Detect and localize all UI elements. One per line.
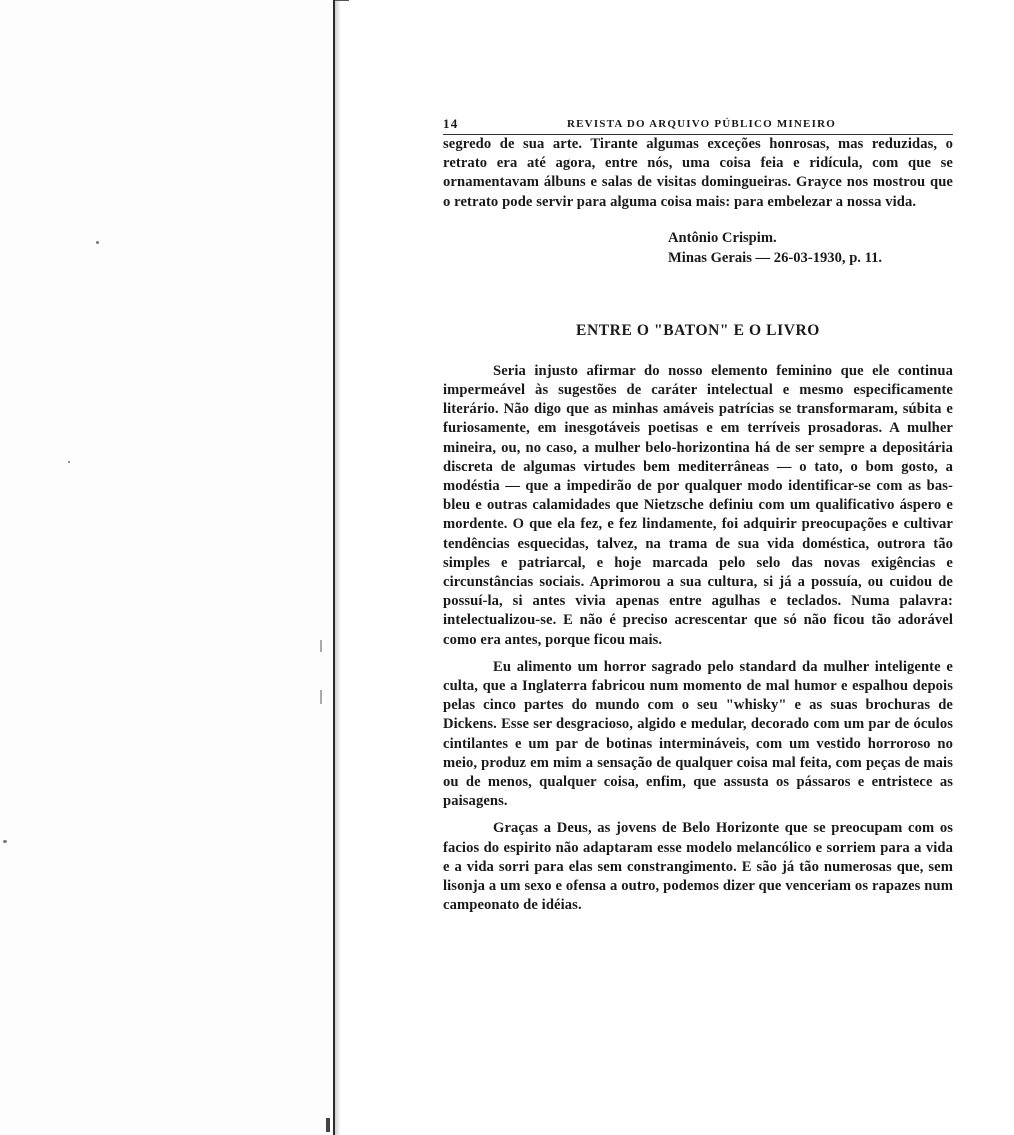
page-number: 14 bbox=[443, 116, 459, 131]
article-title: ENTRE O "BATON" E O LIVRO bbox=[576, 321, 820, 339]
paper-speck bbox=[320, 690, 322, 704]
journal-title: REVISTA DO ARQUIVO PÚBLICO MINEIRO bbox=[567, 118, 836, 130]
body-paragraph: Graças a Deus, as jovens de Belo Horizonte que se preocupam com os facios do espirito não adaptaram esse modelo melancólico e sorriem para a vida e a vida sorri para elas sem constrangimento. E são já tão numerosas que, sem lisonja a um sexo e ofensa a outro, podemos dizer que venceriam os rapazes num campeonato de idéias. bbox=[443, 820, 953, 914]
running-head bbox=[443, 112, 953, 135]
document-page bbox=[443, 112, 953, 916]
paper-speck bbox=[326, 1118, 330, 1132]
previous-article-text bbox=[443, 135, 953, 212]
source-citation: Minas Gerais — 26-03-1930, p. 11. bbox=[668, 249, 883, 266]
author-name: Antônio Crispim. bbox=[668, 229, 777, 246]
paper-speck bbox=[96, 241, 99, 244]
body-paragraph: Eu alimento um horror sagrado pelo standard da mulher inteligente e culta, que a Inglaterra fabricou num momento de mal humor e espalhou depois pelas cinco partes do mundo com o seu "whisky" e as suas brochuras de Dickens. Esse ser desgracioso, algido e medular, decorado com um par de óculos cintilantes e um par de botinas intermináveis, com um vestido horroroso no meio, produz em mim a sensação de qualquer coisa mal feita, com peças de mais ou de menos, qualquer coisa, enfim, que assusta os pássaros e entristece as paisagens. bbox=[443, 658, 953, 810]
paper-speck bbox=[68, 461, 70, 463]
signature-block bbox=[668, 228, 953, 268]
paper-speck bbox=[320, 640, 322, 652]
facing-page-margin bbox=[0, 0, 335, 1135]
closing-paragraph: segredo de sua arte. Tirante algumas exceções honrosas, mas reduzidas, o retrato era até agora, entre nós, uma coisa feia e ridícula, com que se ornamentavam álbuns e salas de visitas domingueiras. Grayce nos mostrou que o retrato pode servir para alguma coisa mais: para embelezar a nossa vida. bbox=[443, 136, 953, 210]
paper-speck bbox=[3, 840, 7, 843]
gutter-shadow bbox=[335, 0, 341, 1135]
article-body bbox=[443, 362, 953, 916]
page-corner-mark bbox=[335, 0, 349, 9]
body-paragraph: Seria injusto afirmar do nosso elemento feminino que ele continua impermeável às sugestões de caráter intelectual e mesmo especificamente literário. Não digo que as minhas amáveis patrícias se transformaram, súbita e furiosamente, em inesgotáveis poetisas e em terríveis prosadoras. A mulher mineira, ou, no caso, a mulher belo-horizontina há de ser sempre a depositária discreta de algumas virtudes bem mediterrâneas — o tato, o bom gosto, a modéstia — que a impedirão de por qualquer modo identificar-se com as bas-bleu e outras calamidades que Nietzsche definiu com um qualificativo áspero e mordente. O que ela fez, e fez lindamente, foi adquirir preocupações e cultivar tendências esquecidas, talvez, na trama de sua vida doméstica, outrora tão simples e patriarcal, e hoje marcada pelo selo das novas exigências e circunstâncias sociais. Aprimorou a sua cultura, si já a possuía, ou cuidou de possuí-la, si antes vivia apenas entre agulhas e teclados. Numa palavra: intelectualizou-se. E não é preciso acrescentar que só não ficou tão adorável como era antes, porque ficou mais. bbox=[443, 362, 953, 648]
